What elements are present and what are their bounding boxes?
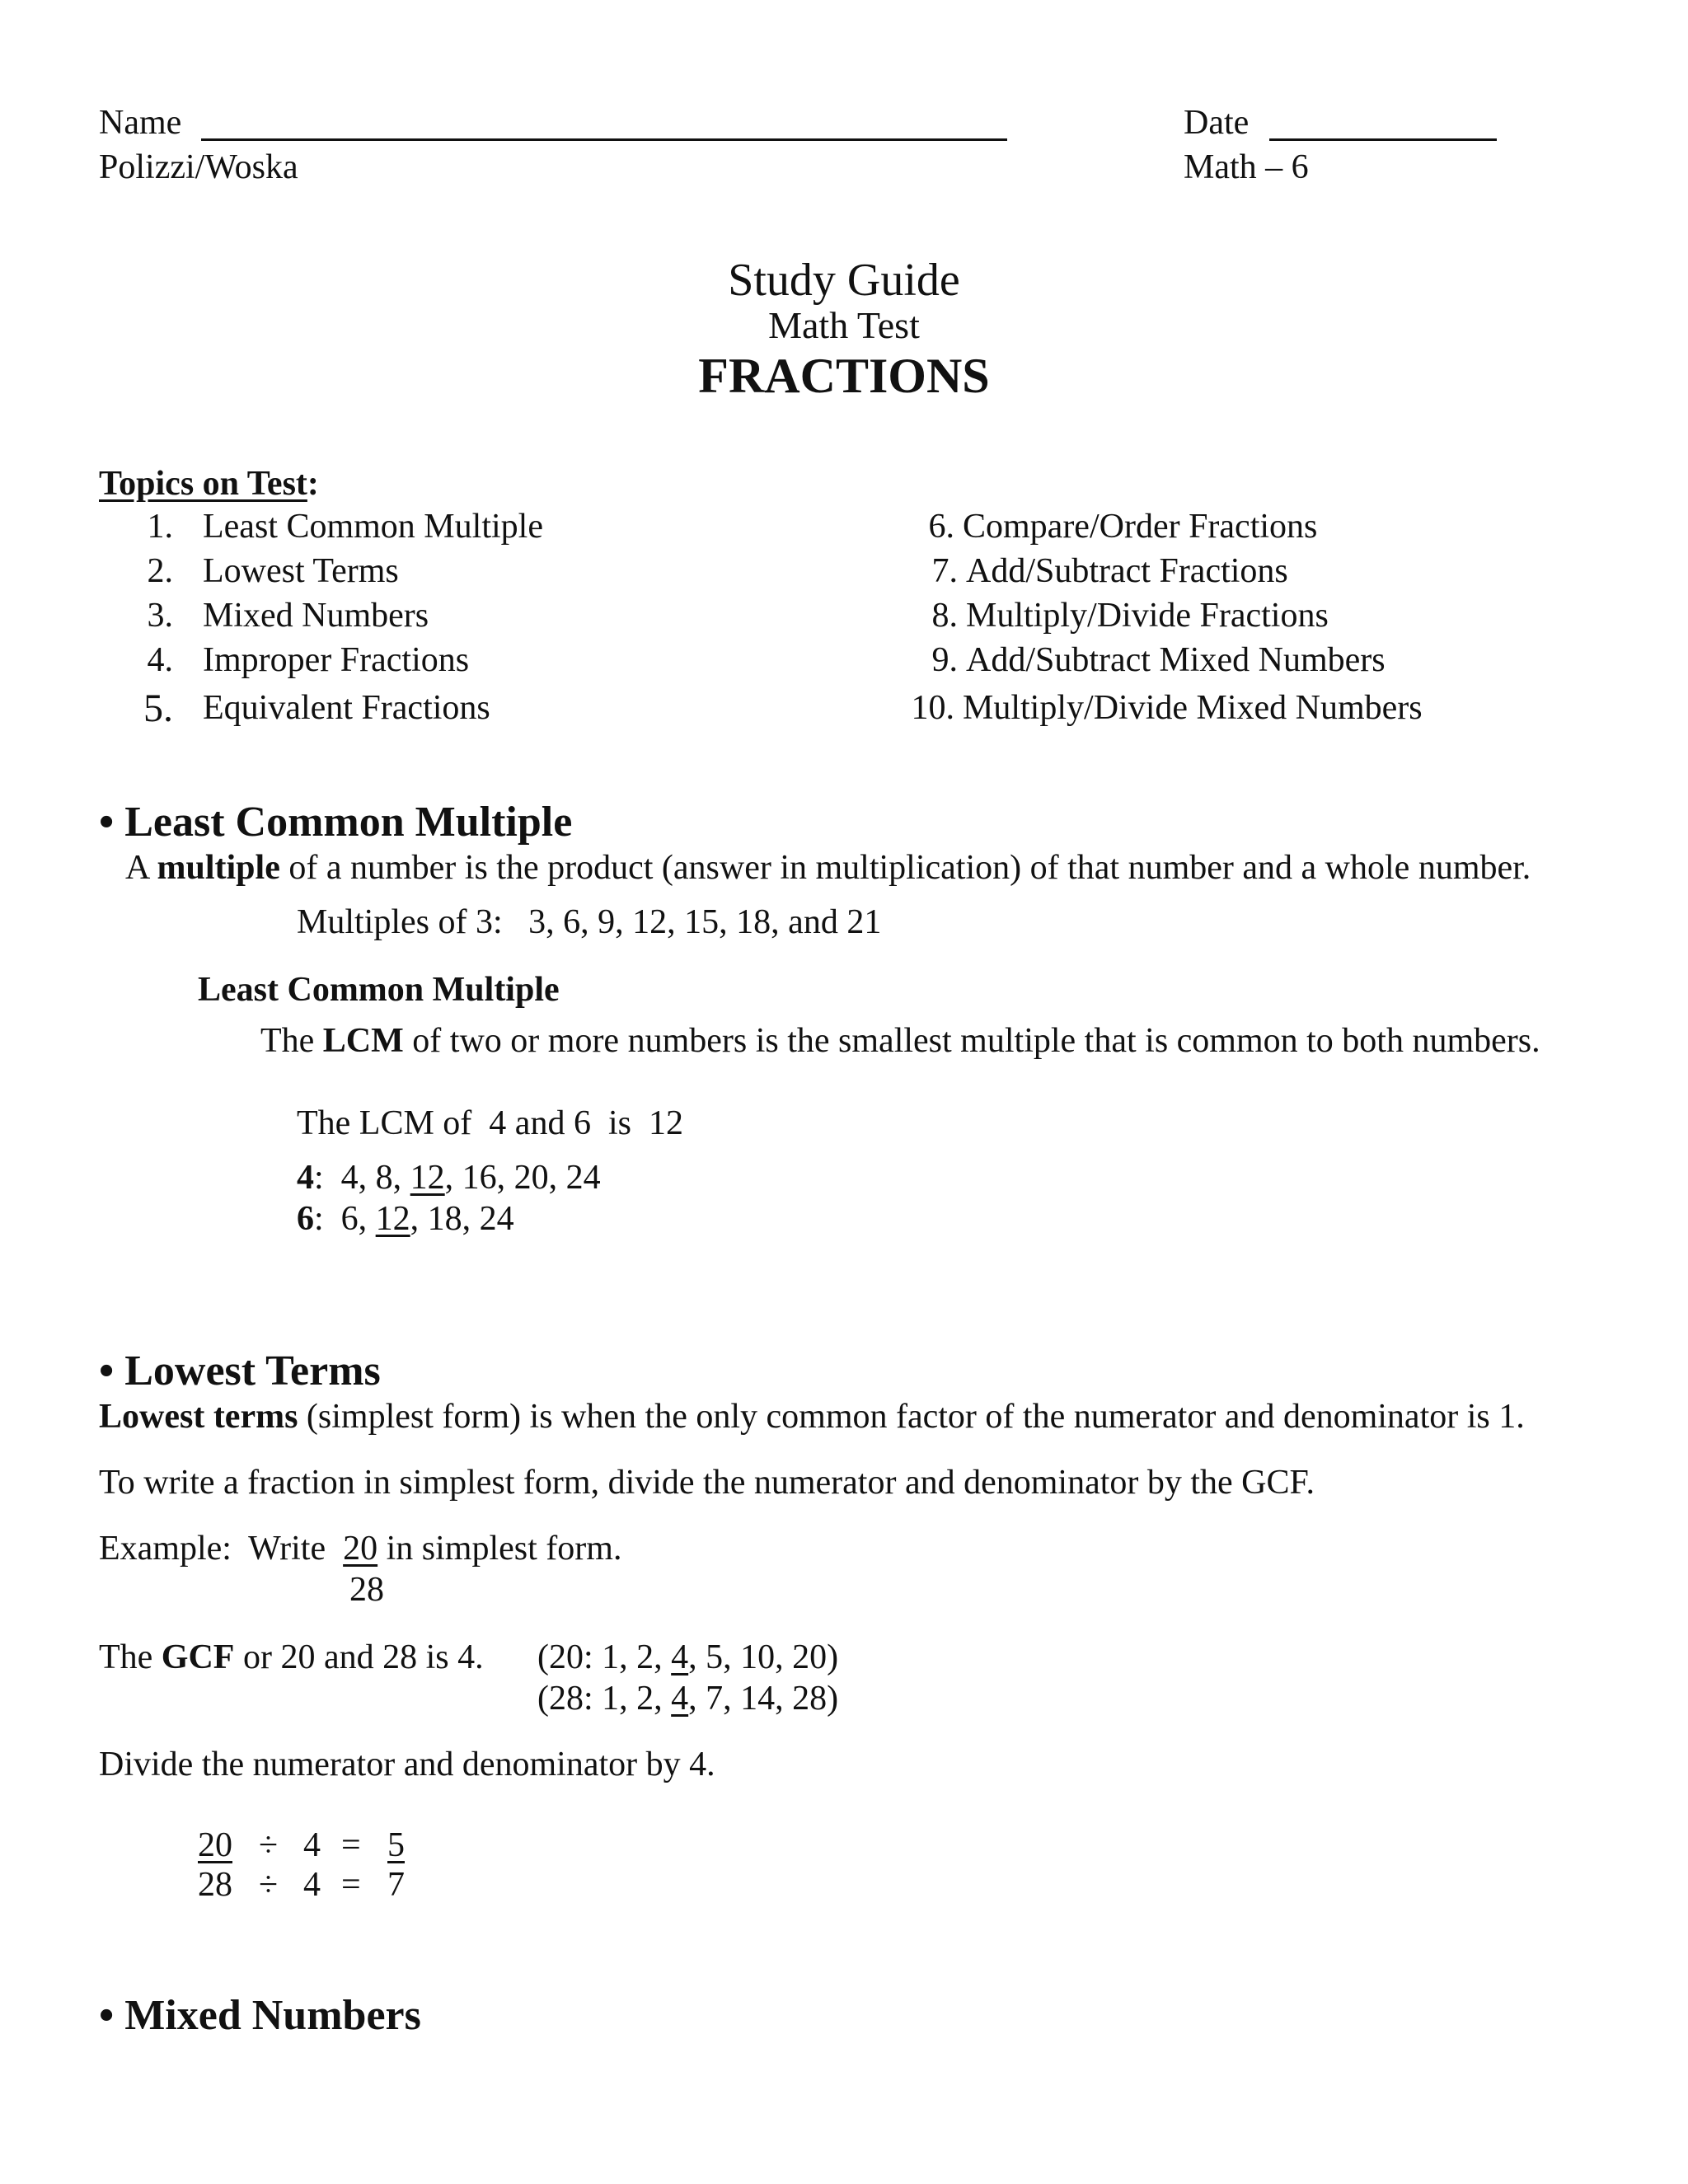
topic-item: Least Common Multiple [203,508,543,546]
row-values-post: , 18, 24 [410,1200,514,1238]
divide-sign: ÷ [259,1866,279,1904]
page-title-study-guide: Study Guide [728,255,960,306]
common-factor: 4 [671,1680,689,1718]
topic-number: 3. [147,597,173,635]
bullet-icon: • [99,1992,115,2039]
topics-heading [99,466,319,501]
topics-heading-text: Topics on Test [99,465,307,503]
teacher-names: Polizzi/Woska [99,148,298,186]
lcm-definition [260,1024,1540,1058]
multiples-values: 3, 6, 9, 12, 15, 18, and 21 [528,903,882,941]
date-label: Date [1184,104,1250,142]
topic-number: 9. [931,641,958,679]
lcm-def-prefix: The [260,1022,315,1060]
calc-denominator: 28 [198,1866,232,1904]
gcf-statement [99,1640,484,1675]
lowest-terms-definition [99,1399,1525,1434]
example-suffix: in simplest form. [386,1530,622,1568]
factors-post: , 5, 10, 20) [688,1638,839,1676]
row-values-pre: : 4, 8, [314,1159,402,1197]
topic-item: Improper Fractions [203,641,470,679]
date-field[interactable] [1269,138,1497,141]
topic-item: Compare/Order Fractions [963,508,1318,546]
calc-divisor: 4 [303,1826,321,1864]
gcf-prefix: The [99,1638,153,1676]
topic-number: 10. [911,689,954,727]
topic-number: 2. [147,552,173,590]
term-gcf: GCF [161,1638,235,1676]
equals-sign: = [341,1826,361,1864]
fraction-denominator: 28 [349,1571,384,1609]
multiples-label: Multiples of 3: [297,903,503,941]
row-values-pre: : 6, [314,1200,368,1238]
factors-post: , 7, 14, 28) [688,1680,839,1718]
row-label: 4 [297,1159,314,1197]
definition-text: (simplest form) is when the only common factor of the numerator and denominator is 1. [306,1398,1525,1436]
topic-item: Mixed Numbers [203,597,429,635]
page-title-fractions: FRACTIONS [698,349,990,403]
definition-article: A [125,849,149,887]
divide-instruction: Divide the numerator and denominator by 4. [99,1746,715,1783]
topic-number: 7. [931,552,958,590]
common-multiple: 12 [410,1159,445,1197]
result-numerator: 5 [387,1826,405,1864]
section-heading-mixed-numbers-text: Mixed Numbers [124,1992,421,2039]
topic-number: 5. [143,687,173,730]
section-heading-mixed-numbers [99,1994,421,2037]
simplest-form-example [99,1531,621,1566]
topic-item: Add/Subtract Fractions [966,552,1288,590]
multiples-of-6-row [297,1202,514,1236]
common-multiple: 12 [375,1200,410,1238]
example-prefix: Example: Write [99,1530,326,1568]
topic-item: Lowest Terms [203,552,399,590]
gcf-text: or 20 and 28 is 4. [242,1638,484,1676]
row-label: 6 [297,1200,314,1238]
bullet-icon: • [99,799,115,846]
topic-item: Add/Subtract Mixed Numbers [966,641,1386,679]
section-heading-lowest-terms-text: Lowest Terms [124,1347,381,1394]
result-denominator: 7 [387,1866,405,1904]
multiples-of-3 [297,905,881,940]
topic-number: 1. [147,508,173,546]
common-factor: 4 [671,1638,689,1676]
term-multiple: multiple [157,849,280,887]
simplest-form-instruction: To write a fraction in simplest form, divide the numerator and denominator by the GCF. [99,1464,1315,1502]
definition-text: of a number is the product (answer in multiplication) of that number and a whole number. [288,849,1531,887]
section-heading-lowest-terms [99,1347,381,1394]
section-heading-lcm-text: Least Common Multiple [124,799,573,846]
lcm-def-text: of two or more numbers is the smallest multiple that is common to both numbers. [412,1022,1540,1060]
topic-item: Multiply/Divide Fractions [966,597,1329,635]
factors-pre: (20: 1, 2, [537,1638,663,1676]
course-label: Math – 6 [1184,148,1309,186]
factors-of-20 [537,1640,838,1675]
term-lowest-terms: Lowest terms [99,1398,298,1436]
factors-of-28 [537,1681,838,1716]
equals-sign: = [341,1866,361,1904]
term-lcm: LCM [322,1022,404,1060]
calc-divisor: 4 [303,1866,321,1904]
multiple-definition [125,851,1531,885]
section-heading-lcm [99,801,572,844]
divide-sign: ÷ [259,1826,279,1864]
fraction-numerator: 20 [343,1530,378,1568]
row-values-post: , 16, 20, 24 [444,1159,601,1197]
topic-number: 8. [931,597,958,635]
lcm-subheading: Least Common Multiple [198,971,560,1009]
topic-item: Equivalent Fractions [203,689,490,727]
lcm-example: The LCM of 4 and 6 is 12 [297,1104,683,1142]
topic-item: Multiply/Divide Mixed Numbers [963,689,1423,727]
calc-numerator: 20 [198,1826,232,1864]
name-field[interactable] [201,138,1007,141]
topic-number: 6. [928,508,954,546]
factors-pre: (28: 1, 2, [537,1680,663,1718]
name-label: Name [99,104,182,142]
page-subtitle-math-test: Math Test [768,304,920,346]
bullet-icon: • [99,1347,115,1394]
topic-number: 4. [147,641,173,679]
topics-heading-colon: : [307,465,319,503]
multiples-of-4-row [297,1160,601,1195]
